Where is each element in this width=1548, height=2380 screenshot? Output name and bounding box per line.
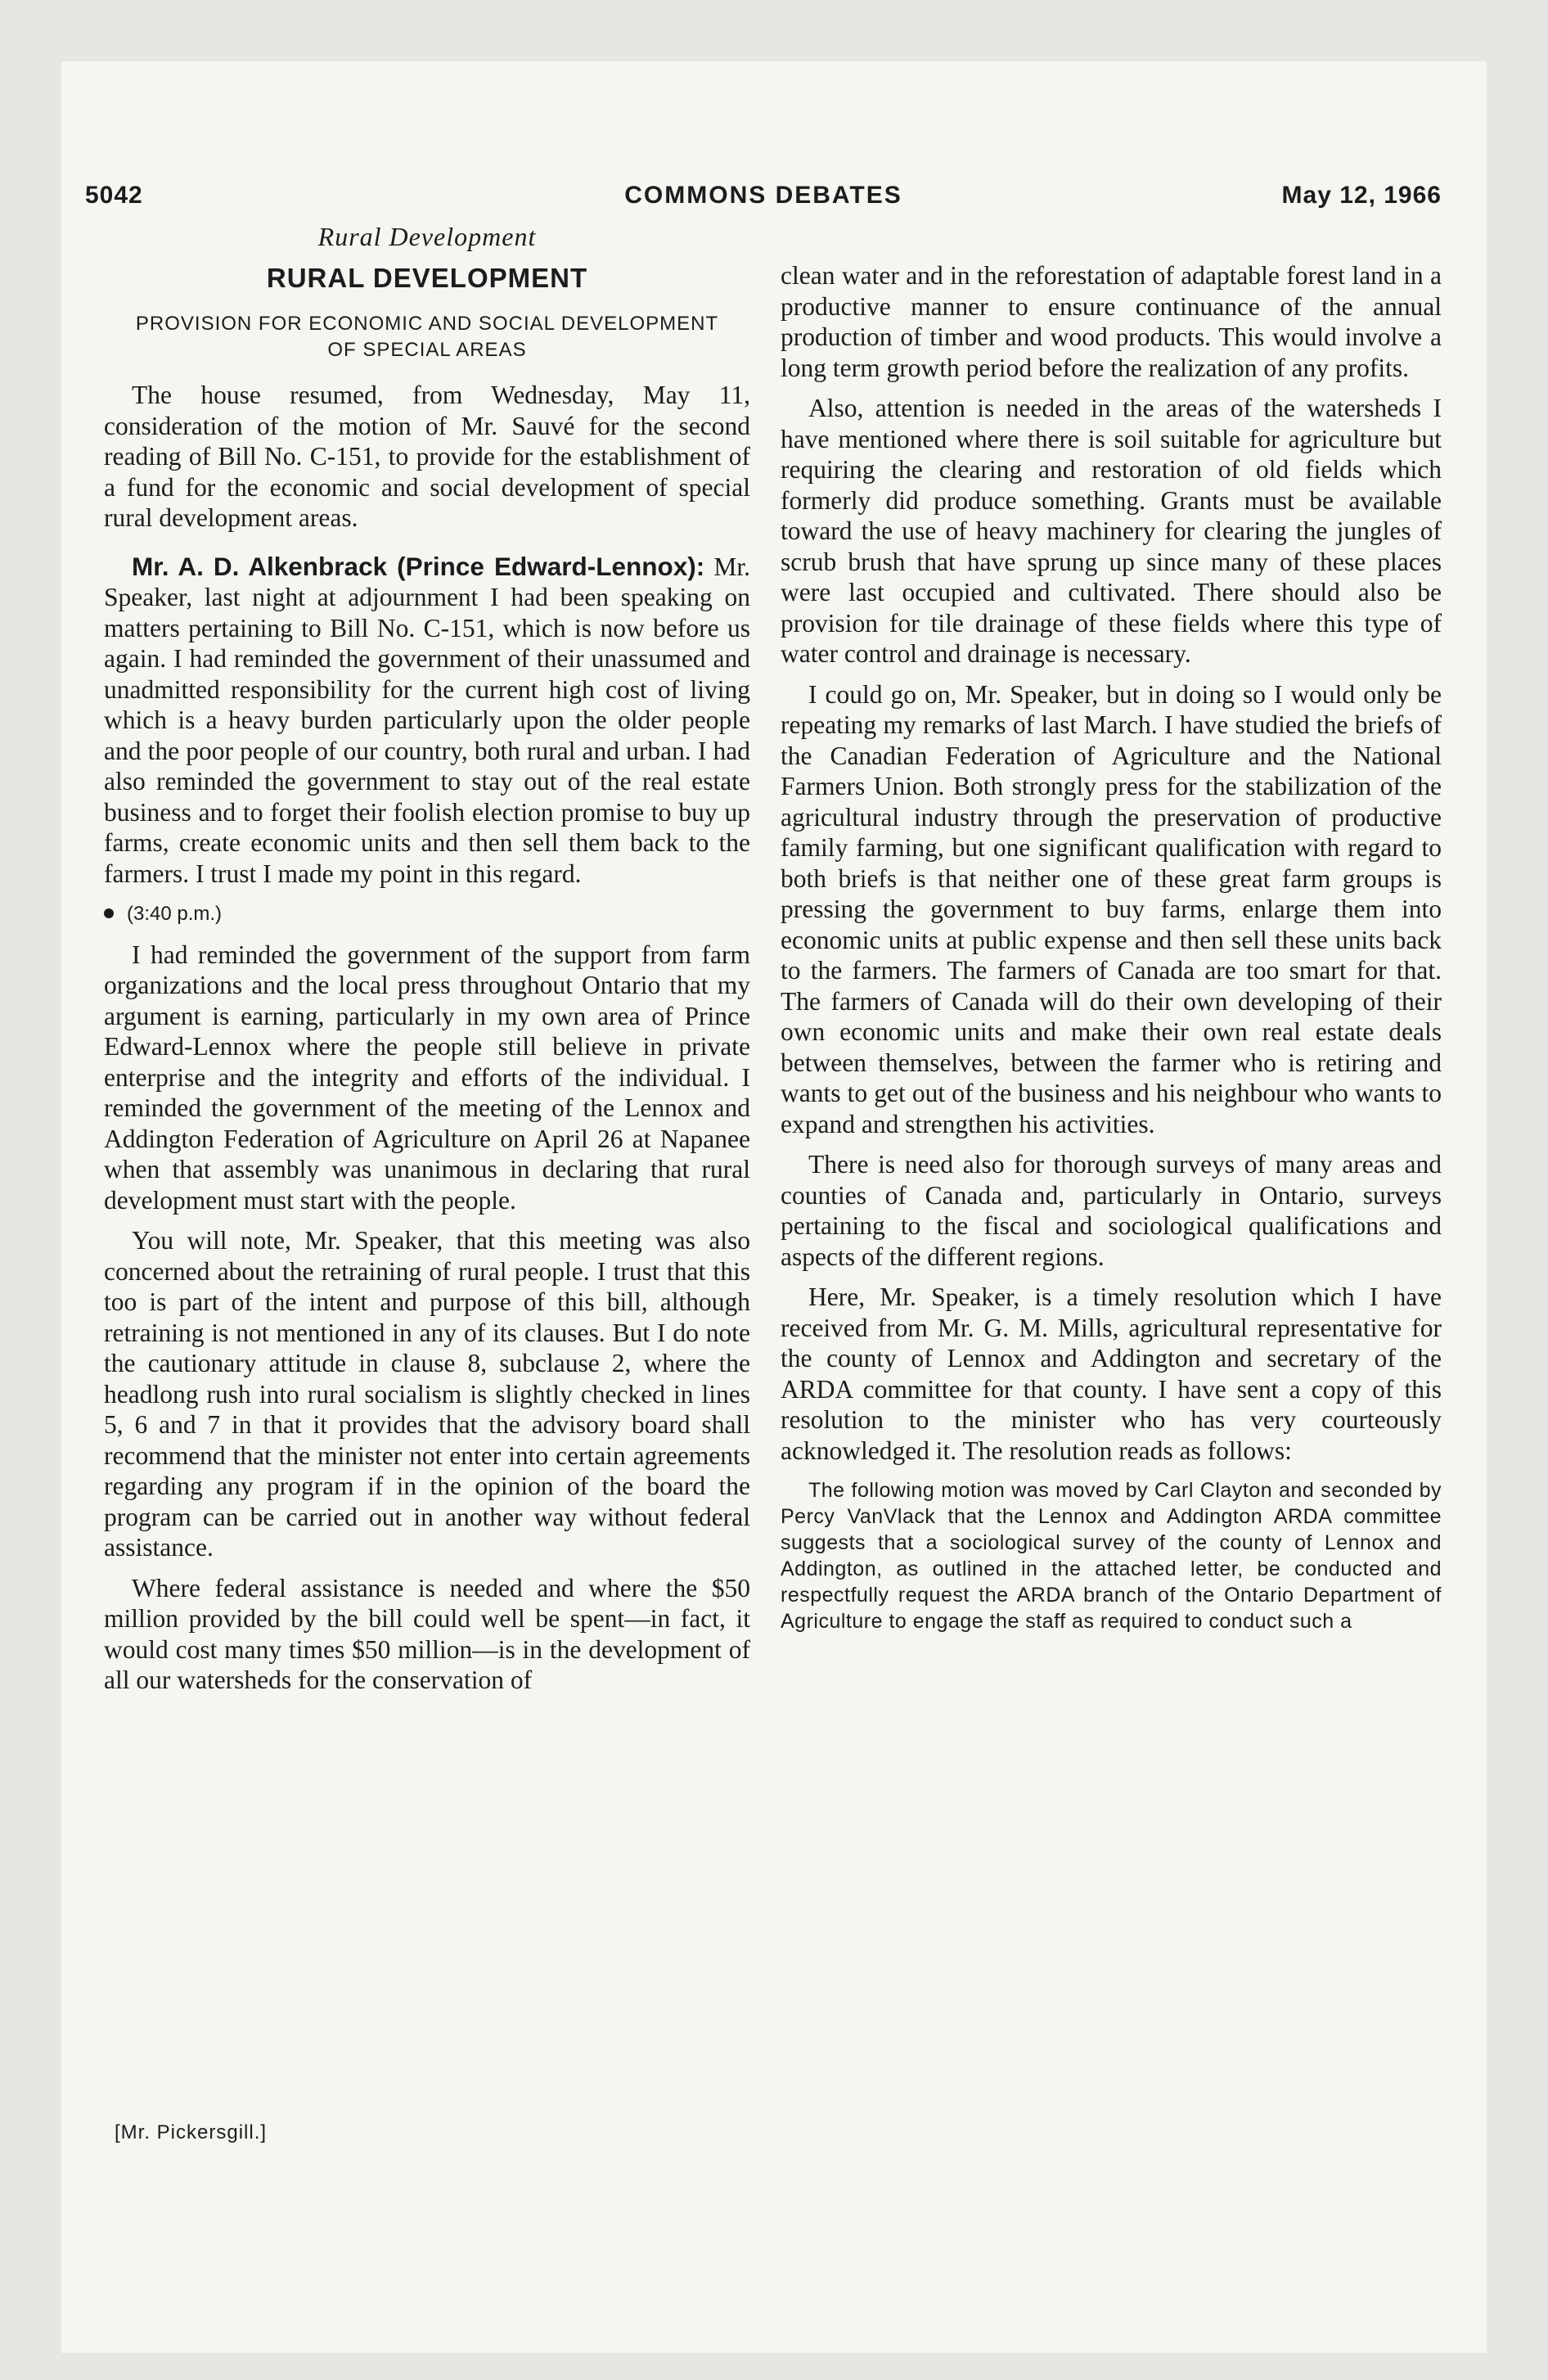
section-subtitle: PROVISION FOR ECONOMIC AND SOCIAL DEVELOPMENT OF SPECIAL AREAS xyxy=(135,313,719,361)
section-title: RURAL DEVELOPMENT xyxy=(266,263,588,293)
speech-text: Mr. Speaker, last night at adjournment I had been speaking on matters pertaining to Bill No. C-151, which is now before us again. I had reminded the government of their unassumed and unadmitted responsibility for the current high cost of living which is a heavy burden particularly upon the older people and the poor people of our country, both rural and urban. I had also reminded the government to stay out of the real estate business and to forget their foolish election promise to buy up farms, create economic units and then sell them back to the farmers. I trust I made my point in this regard. xyxy=(104,552,750,888)
publication-title: COMMONS DEBATES xyxy=(624,182,902,209)
quoted-resolution: The following motion was moved by Carl Clayton and seconded by Percy VanVlack that the Lennox and Addington ARDA committee suggests that a sociological survey of the county of Lennox and Addington, as outlined in the attached letter, be conducted and respectfully request the ARDA branch of the Ontario Department of Agriculture to engage the staff as required to conduct such a xyxy=(781,1479,1442,1633)
speaker-name: Mr. A. D. Alkenbrack (Prince Edward-Lennox): xyxy=(132,551,705,581)
time-text: (3:40 p.m.) xyxy=(127,903,223,925)
left-column xyxy=(104,219,750,1696)
speech-paragraph xyxy=(104,552,750,890)
continued-speaker-tag: [Mr. Pickersgill.] xyxy=(115,2121,268,2143)
speech-paragraph: You will note, Mr. Speaker, that this meeting was also concerned about the retraining of rural people. I trust that this too is part of the intent and purpose of this bill, although retraining is not mentioned in any of its clauses. But I do note the cautionary attitude in clause 8, subclause 2, where the headlong rush into rural socialism is slightly checked in lines 5, 6 and 7 in that it provides that the advisory board shall recommend that the minister not enter into certain agreements regarding any program if in the opinion of the board the program can be carried out in another way without federal assistance. xyxy=(104,1226,750,1562)
speech-paragraph: Here, Mr. Speaker, is a timely resolution which I have received from Mr. G. M. Mills, agricultural representative for the county of Lennox and Addington and secretary of the ARDA committee for that county. I have sent a copy of this resolution to the minister who has very courteously acknowledged it. The resolution reads as follows: xyxy=(781,1282,1442,1465)
page-number: 5042 xyxy=(85,182,143,209)
time-marker xyxy=(104,899,750,930)
speech-paragraph: Also, attention is needed in the areas of the watersheds I have mentioned where there is soil suitable for agriculture but requiring the clearing and restoration of old fields which formerly did produce something. Grants must be available toward the use of heavy machinery for clearing the jungles of scrub brush that have sprung up since many of these places were last occupied and cultivated. There should also be provision for tile drainage of these fields where this type of water control and drainage is necessary. xyxy=(781,394,1442,668)
speech-paragraph: I could go on, Mr. Speaker, but in doing so I would only be repeating my remarks of last March. I have studied the briefs of the Canadian Federation of Agriculture and the National Farmers Union. Both strongly press for the stabilization of the agricultural industry through the preservation of productive family farming, but one significant qualification with regard to both briefs is that neither one of these great farm groups is pressing the government to buy farms, enlarge them into economic units at public expense and then sell these units back to the farmers. The farmers of Canada are too smart for that. The farmers of Canada will do their own developing of their own economic units and make their own real estate deals between themselves, between the farmer who is retiring and wants to get out of the business and his neighbour who wants to expand and strengthen his activities. xyxy=(781,679,1442,1138)
page-header xyxy=(85,182,1442,223)
publication-date: May 12, 1966 xyxy=(1281,182,1442,209)
running-head: Rural Development xyxy=(317,222,537,251)
right-column xyxy=(781,260,1442,1634)
intro-paragraph: The house resumed, from Wednesday, May 11, consideration of the motion of Mr. Sauvé for the second reading of Bill No. C-151, to provide for the establishment of a fund for the economic and social development of special rural development areas. xyxy=(104,381,750,532)
speech-paragraph: clean water and in the reforestation of adaptable forest land in a productive manner to ensure continuance of the annual production of timber and wood products. This would involve a long term growth period before the realization of any profits. xyxy=(781,261,1442,382)
speech-paragraph: Where federal assistance is needed and where the $50 million provided by the bill could well be spent—in fact, it would cost many times $50 million—is in the development of all our watersheds for the conservation of xyxy=(104,1573,750,1694)
speech-paragraph: There is need also for thorough surveys of many areas and counties of Canada and, particularly in Ontario, surveys pertaining to the fiscal and sociological qualifications and aspects of the different regions. xyxy=(781,1150,1442,1271)
bullet-icon xyxy=(104,908,114,918)
speech-paragraph: I had reminded the government of the support from farm organizations and the local press throughout Ontario that my argument is earning, particularly in my own area of Prince Edward-Lennox where the people still believe in private enterprise and the integrity and efforts of the individual. I reminded the government of the meeting of the Lennox and Addington Federation of Agriculture on April 26 at Napanee when that assembly was unanimous in declaring that rural development must start with the people. xyxy=(104,940,750,1215)
